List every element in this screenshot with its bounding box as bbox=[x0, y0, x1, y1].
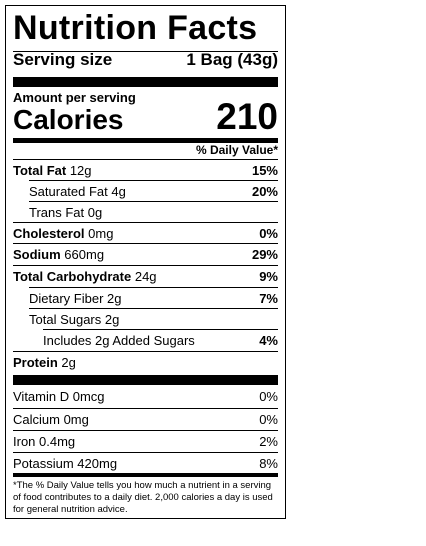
vitamin-label: Vitamin D 0mcg bbox=[13, 389, 105, 404]
divider-thick bbox=[13, 77, 278, 87]
nutrient-row-saturated-fat bbox=[29, 180, 278, 201]
nutrient-label: Total Fat 12g bbox=[13, 162, 92, 178]
nutrient-row-protein bbox=[13, 351, 278, 372]
nutrient-label: Total Sugars 2g bbox=[29, 311, 120, 327]
nutrient-pct: 15% bbox=[251, 162, 278, 178]
nutrient-pct: 9% bbox=[259, 268, 278, 284]
nutrient-label: Trans Fat 0g bbox=[29, 204, 103, 220]
nutrient-row-added-sugars bbox=[43, 329, 278, 350]
divider-medium-footnote bbox=[13, 473, 278, 477]
panel-inner bbox=[13, 6, 278, 518]
daily-value-header: % Daily Value* bbox=[195, 143, 278, 157]
nutrient-row-total-carbohydrate bbox=[13, 265, 278, 286]
calories-value: 210 bbox=[216, 96, 278, 137]
footnote: *The % Daily Value tells you how much a nutrient in a serving of food contributes to a daily diet. 2,000 calories a day is used for general nutrition advice. bbox=[13, 480, 273, 515]
nutrient-row-total-sugars bbox=[29, 308, 278, 329]
nutrient-label: Includes 2g Added Sugars bbox=[43, 332, 195, 348]
nutrient-row-trans-fat bbox=[29, 201, 278, 222]
vitamin-label: Iron 0.4mg bbox=[13, 433, 76, 449]
serving-size-value: 1 Bag (43g) bbox=[186, 50, 278, 69]
panel-title: Nutrition Facts bbox=[13, 9, 258, 47]
vitamin-row-potassium bbox=[13, 452, 278, 473]
nutrient-label: Protein 2g bbox=[13, 354, 76, 370]
vitamin-pct: 0% bbox=[259, 411, 278, 427]
nutrient-row-total-fat bbox=[13, 159, 278, 180]
nutrient-row-sodium bbox=[13, 243, 278, 264]
vitamin-pct: 8% bbox=[259, 455, 278, 471]
vitamin-row-d bbox=[13, 386, 278, 407]
serving-size-label: Serving size bbox=[13, 50, 113, 69]
nutrient-pct: 20% bbox=[251, 183, 278, 199]
nutrient-label: Dietary Fiber 2g bbox=[29, 290, 122, 306]
nutrient-label: Cholesterol 0mg bbox=[13, 225, 114, 241]
nutrient-pct: 7% bbox=[259, 290, 278, 306]
nutrient-label: Saturated Fat 4g bbox=[29, 183, 126, 199]
calories-label: Calories bbox=[13, 104, 124, 135]
vitamin-label: Calcium 0mg bbox=[13, 411, 89, 427]
nutrient-pct: 0% bbox=[259, 225, 278, 241]
vitamin-pct: 2% bbox=[259, 433, 278, 449]
amount-per-serving: Amount per serving bbox=[13, 90, 136, 105]
nutrient-pct: 4% bbox=[259, 332, 278, 348]
nutrient-row-cholesterol bbox=[13, 222, 278, 243]
vitamin-row-calcium bbox=[13, 408, 278, 429]
nutrition-facts-panel bbox=[5, 5, 286, 519]
nutrient-pct: 29% bbox=[251, 246, 278, 262]
divider-thick-vitamins bbox=[13, 375, 278, 385]
nutrient-label: Sodium 660mg bbox=[13, 246, 105, 262]
nutrient-row-dietary-fiber bbox=[29, 287, 278, 308]
nutrient-label: Total Carbohydrate 24g bbox=[13, 268, 157, 284]
vitamin-row-iron bbox=[13, 430, 278, 451]
vitamin-pct: 0% bbox=[259, 389, 278, 404]
vitamin-label: Potassium 420mg bbox=[13, 455, 118, 471]
serving-size-row bbox=[13, 50, 278, 70]
